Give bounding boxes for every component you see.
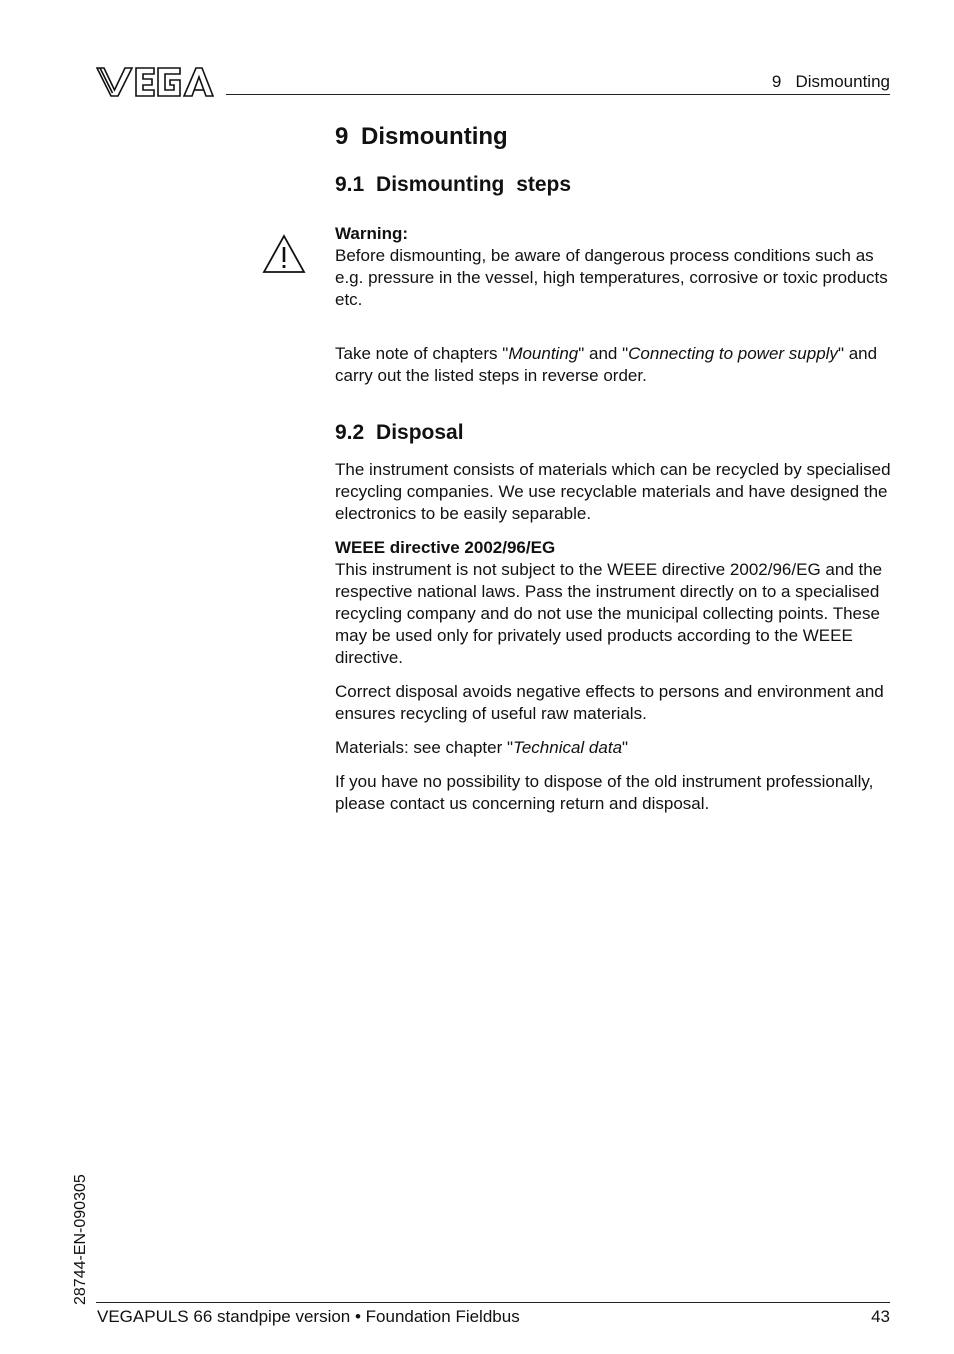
chapter-ref-mounting: Mounting (508, 344, 579, 363)
weee-heading: WEEE directive 2002/96/EG (335, 538, 556, 557)
warning-text: Before dismounting, be aware of dangerous process conditions such as e.g. pressure in the vessel, high temperatures, corrosive or toxic products etc. (335, 246, 888, 309)
chapter-ref-power-supply: Connecting to power supply (628, 344, 838, 363)
chapter-title: 9 Dismounting (335, 123, 508, 150)
document-code: 28744-EN-090305 (72, 1174, 89, 1305)
disposal-paragraph-1: The instrument consists of materials which can be recycled by specialised recycling companies. We use recyclable materials and have designed the electronics to be easily separable. (335, 460, 891, 523)
header-rule (226, 94, 890, 95)
weee-text: This instrument is not subject to the WEEE directive 2002/96/EG and the respective national laws. Pass the instrument directly on to a specialised recycling company and do not use the municipal collecting points. These may be used only for privately used products according to the WEEE directive. (335, 560, 883, 667)
footer-product: VEGAPULS 66 standpipe version • Foundation Fieldbus (97, 1307, 520, 1326)
warning-triangle-icon (262, 233, 306, 275)
page-content (335, 122, 891, 815)
page-number: 43 (871, 1307, 890, 1326)
section-heading-dismounting-steps: 9.1 Dismounting steps (335, 173, 572, 196)
running-header: 9 Dismounting (771, 72, 890, 91)
footer-rule (96, 1302, 890, 1303)
materials-note: Materials: see chapter "Technical data" (335, 738, 629, 757)
section-heading-disposal: 9.2 Disposal (335, 421, 464, 444)
vega-logo (96, 66, 214, 98)
warning-label: Warning: (335, 224, 409, 243)
disposal-paragraph-2: Correct disposal avoids negative effects to persons and environment and ensures recycling of useful raw materials. (335, 682, 884, 723)
chapter-ref-technical-data: Technical data (513, 738, 623, 757)
disposal-paragraph-3: If you have no possibility to dispose of the old instrument professionally, please contact us concerning return and disposal. (335, 772, 874, 813)
dismounting-note: Take note of chapters "Mounting" and "Connecting to power supply" and carry out the listed steps in reverse order. (335, 344, 878, 385)
